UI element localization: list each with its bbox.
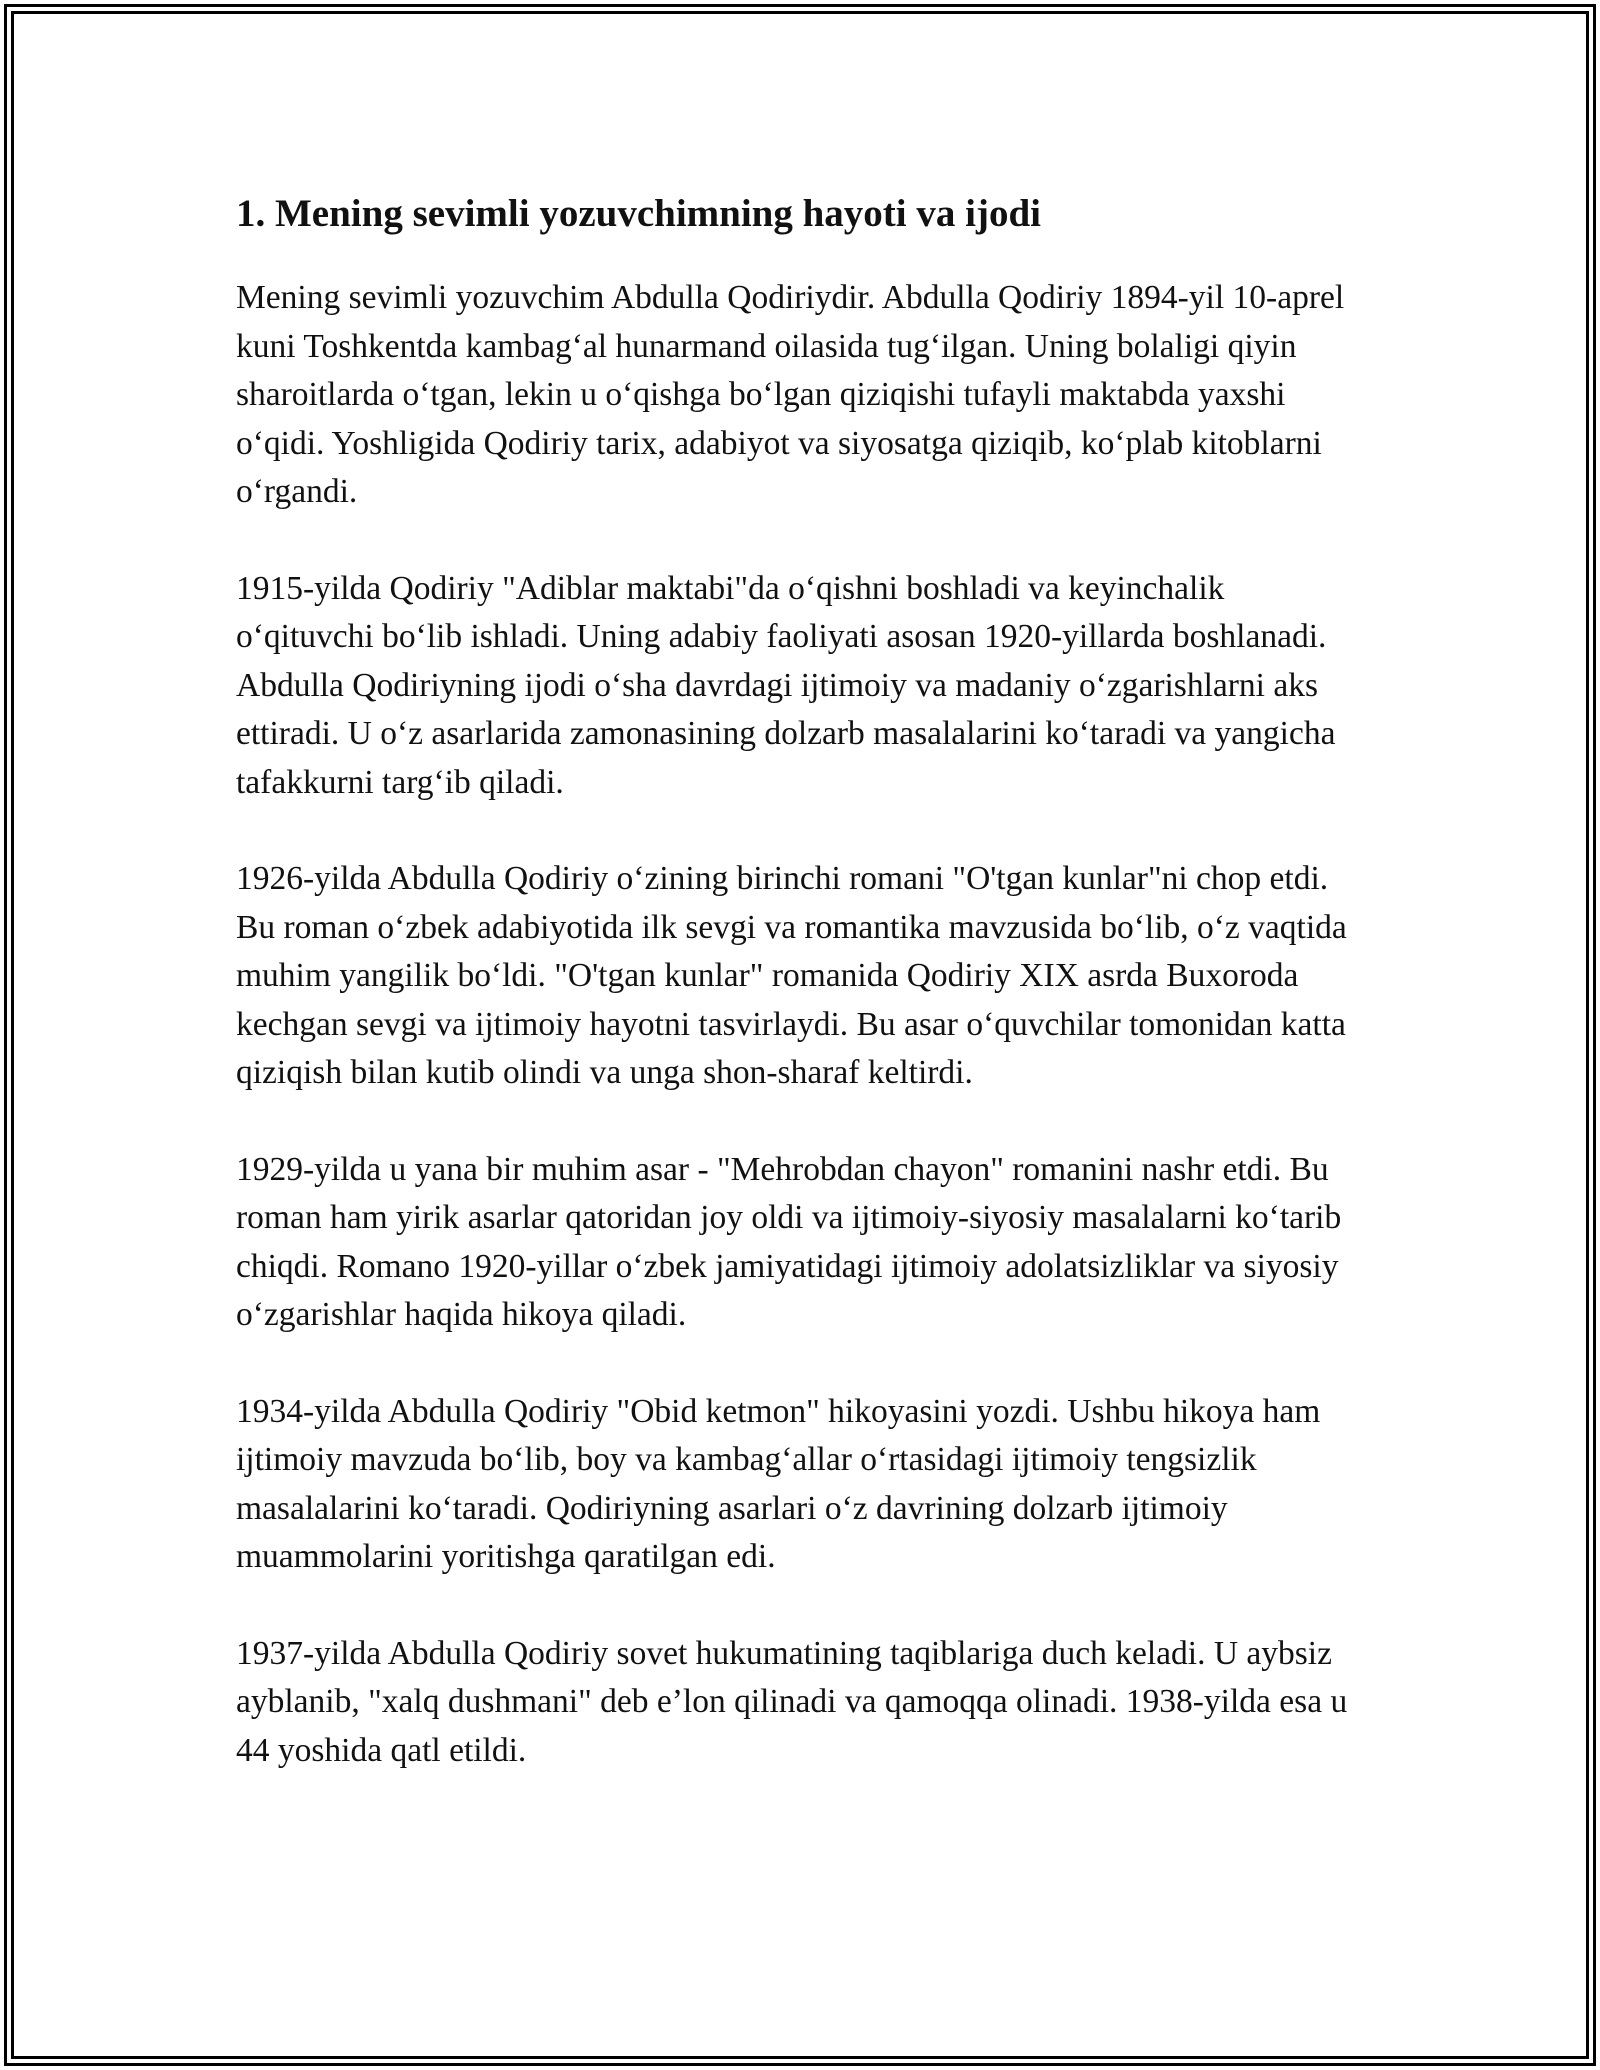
document-body <box>236 182 1366 1823</box>
paragraph-final-years: 1937-yilda Abdulla Qodiriy sovet hukumatining taqiblariga duch keladi. U aybsiz ayblanib, "xalq dushmani" deb e’lon qilinadi va qamoqqa olinadi. 1938-yilda esa u 44 yoshida qatl etildi. <box>236 1634 1348 1769</box>
paragraph-literary-start: 1915-yilda Qodiriy "Adiblar maktabi"da o‘qishni boshladi va keyinchalik o‘qituvchi bo‘lib ishladi. Uning adabiy faoliyati asosan 1920-yillarda boshlanadi. Abdulla Qodiriyning ijodi o‘sha davrdagi ijtimoiy va madaniy o‘zgarishlarni aks ettiradi. U o‘z asarlarida zamonasining dolzarb masalalarini ko‘taradi va yangicha tafakkurni targ‘ib qiladi. <box>236 569 1336 801</box>
paragraph-first-novel: 1926-yilda Abdulla Qodiriy o‘zining birinchi romani "O'tgan kunlar"ni chop etdi. Bu roman o‘zbek adabiyotida ilk sevgi va romantika mavzusida bo‘lib, o‘z vaqtida muhim yangilik bo‘ldi. "O'tgan kunlar" romanida Qodiriy XIX asrda Buxoroda kechgan sevgi va ijtimoiy hayotni tasvirlaydi. Bu asar o‘quvchilar tomonidan katta qiziqish bilan kutib olindi va unga shon-sharaf keltirdi. <box>236 860 1347 1091</box>
paragraph-short-story: 1934-yilda Abdulla Qodiriy "Obid ketmon" hikoyasini yozdi. Ushbu hikoya ham ijtimoiy mavzuda bo‘lib, boy va kambag‘allar o‘rtasidagi ijtimoiy tengsizlik masalalarini ko‘taradi. Qodiriyning asarlari o‘z davrining dolzarb ijtimoiy muammolarini yoritishga qaratilgan edi. <box>236 1392 1321 1575</box>
paragraph-early-life: Mening sevimli yozuvchim Abdulla Qodiriydir. Abdulla Qodiriy 1894-yil 10-aprel kuni Toshkentda kambag‘al hunarmand oilasida tug‘ilgan. Uning bolaligi qiyin sharoitlarda o‘tgan, lekin u o‘qishga bo‘lgan qiziqishi tufayli maktabda yaxshi o‘qidi. Yoshligida Qodiriy tarix, adabiyot va siyosatga qiziqib, ko‘plab kitoblarni o‘rgandi. <box>236 279 1345 510</box>
paragraph-second-novel: 1929-yilda u yana bir muhim asar - "Mehrobdan chayon" romanini nashr etdi. Bu roman ham yirik asarlar qatoridan joy oldi va ijtimoiy-siyosiy masalalarni ko‘tarib chiqdi. Romano 1920-yillar o‘zbek jamiyatidagi ijtimoiy adolatsizliklar va siyosiy o‘zgarishlar haqida hikoya qiladi. <box>236 1150 1342 1333</box>
document-title: 1. Mening sevimli yozuvchimning hayoti va ijodi <box>236 192 1041 235</box>
